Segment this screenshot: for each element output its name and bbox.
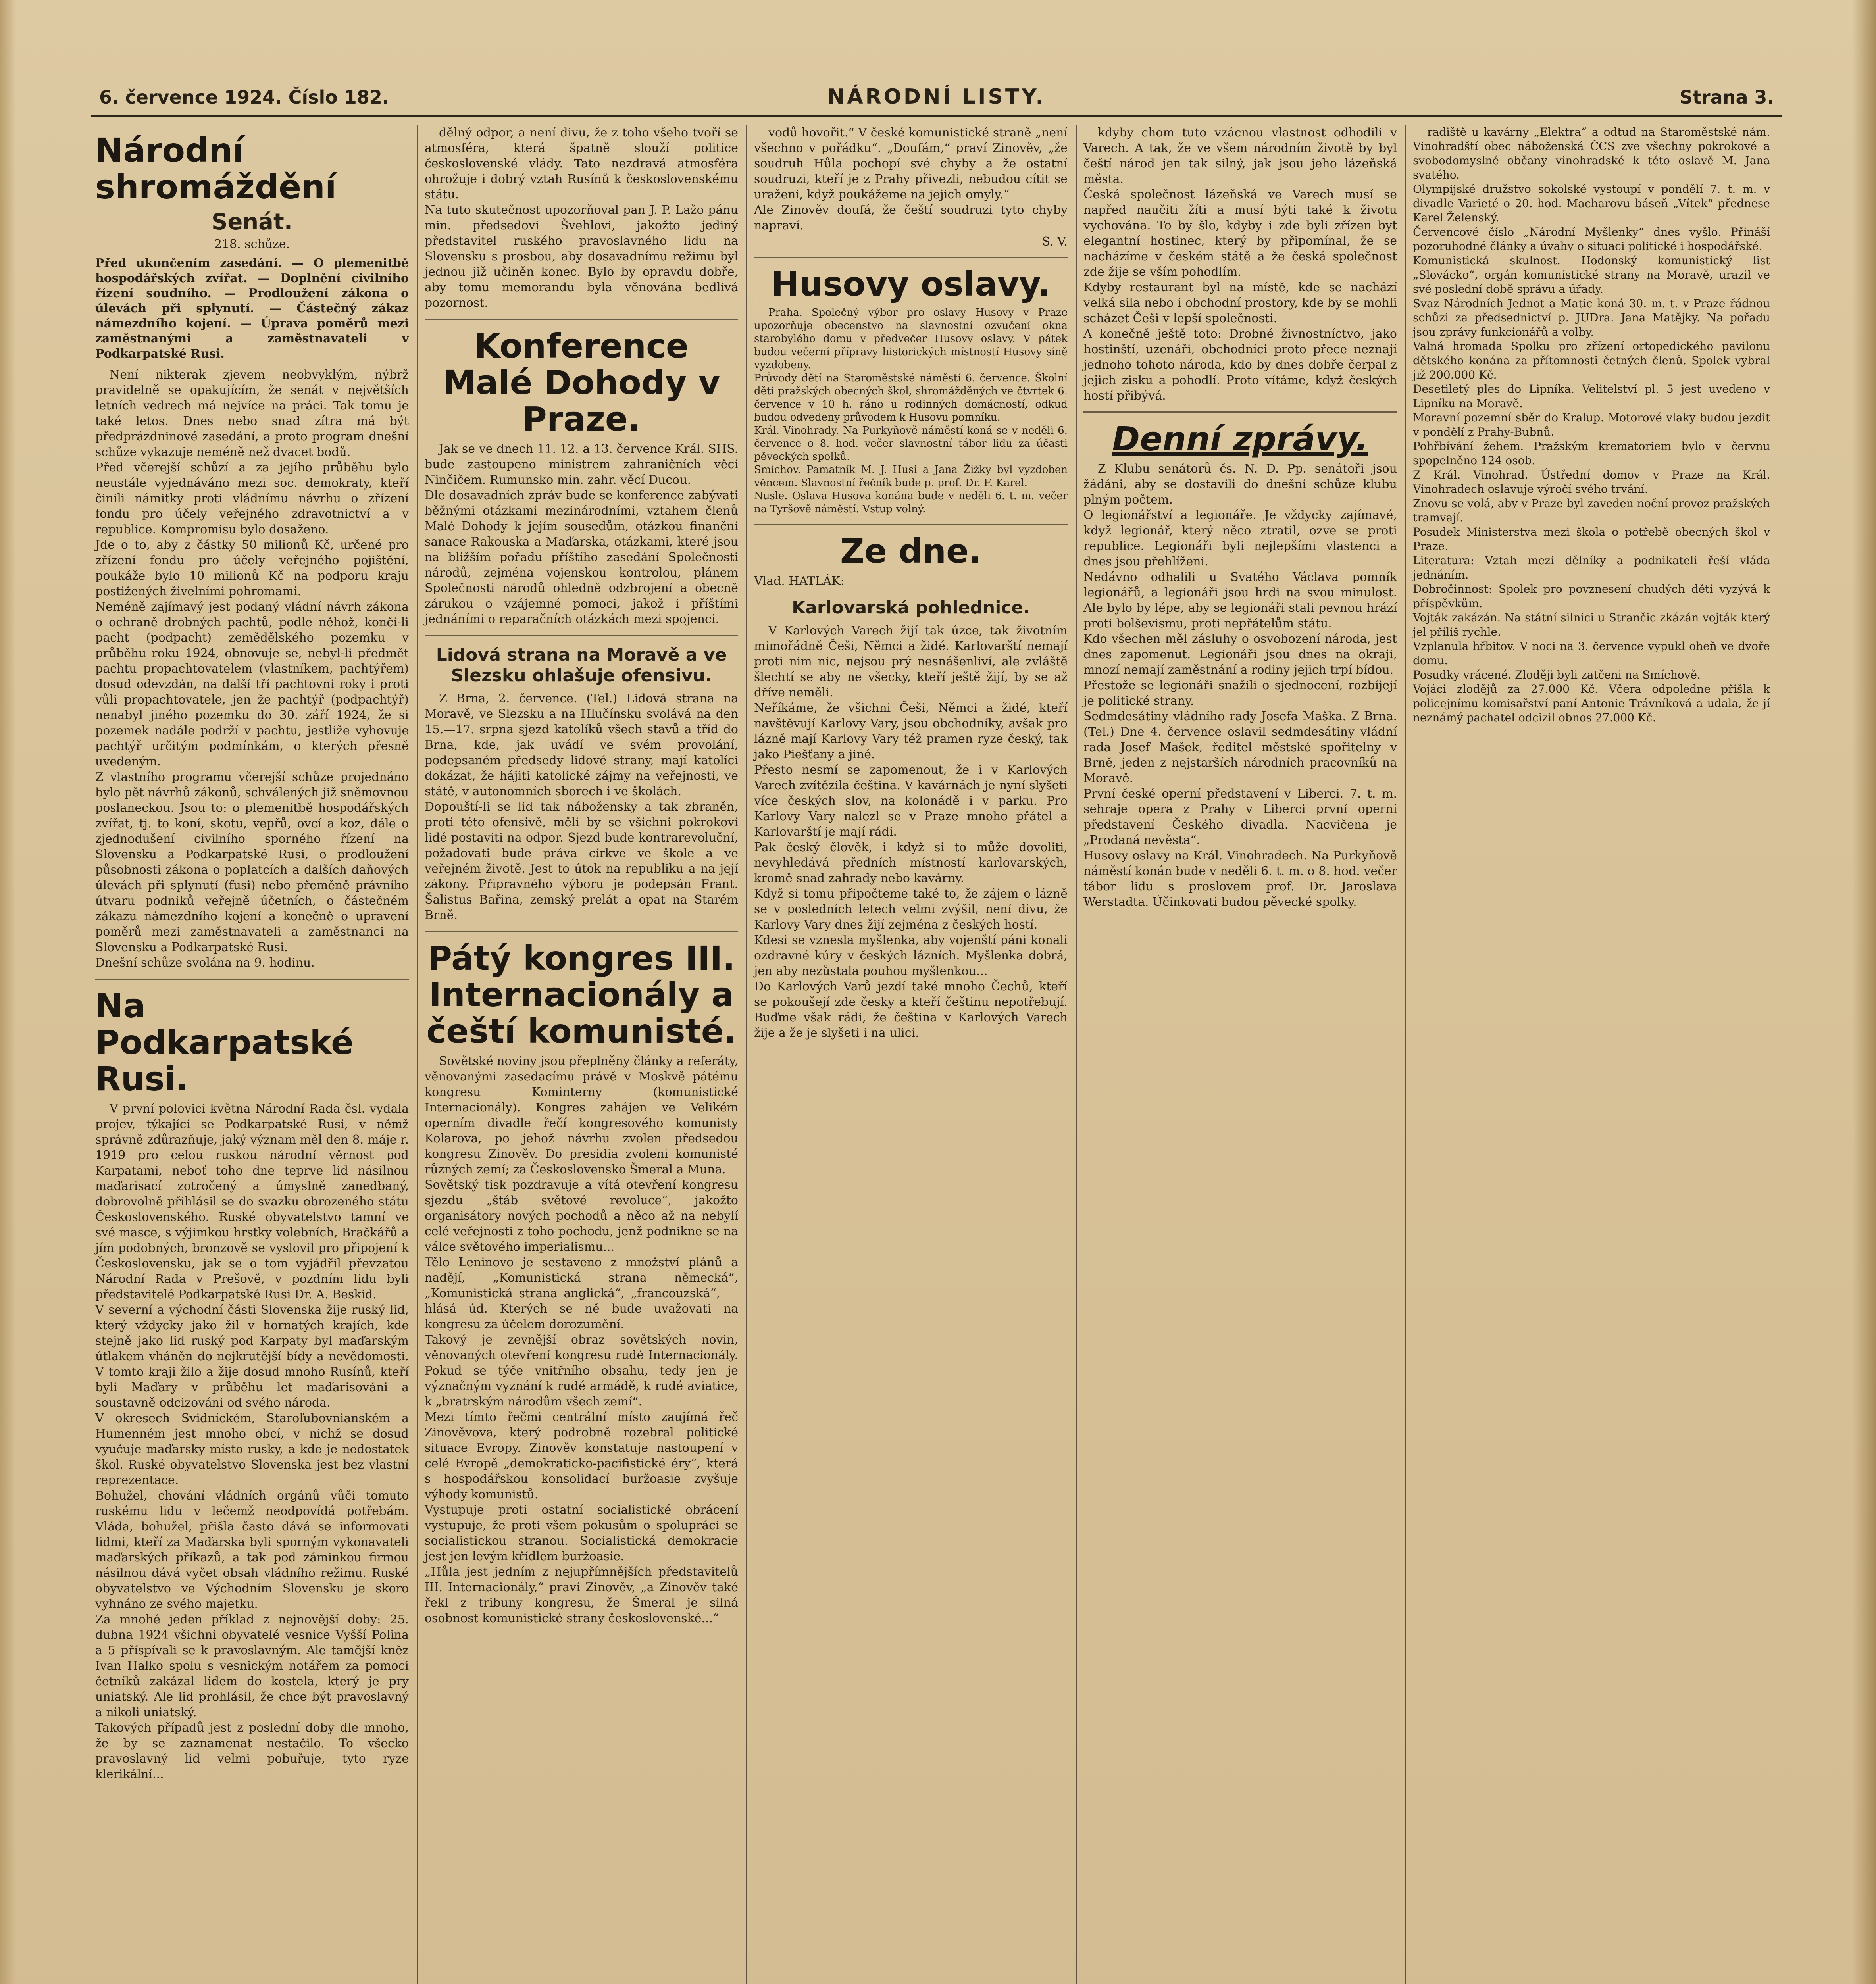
session-number: 218. schůze.	[214, 237, 290, 251]
divider	[425, 931, 738, 932]
article-body-husovy-oslavy: Praha. Společný výbor pro oslavy Husovy v Praze upozorňuje obecenstvo na slavnostní ozvučení okna starobylého domu v předvečer Husovy oslavy. V pátek budou večerní přípravy historických místností Husovy síně vyzdobeny. Průvody dětí na Staroměstské náměstí 6. července. Školní děti pražských obecných škol, shromážděných ve čtvrtek 6. července v 10 h. ráno u rodinných domácností, odkud budou odvedeny průvodem k Husovu pomníku. Král. Vinohrady. Na Purkyňově náměstí koná se v neděli 6. července o 8. hod. večer slavnostní tábor lidu za účasti pěveckých spolků. Smíchov. Pamatník M. J. Husi a Jana Žižky byl vyzdoben věncem. Slavnostní řečník bude p. prof. Dr. F. Karel. Nusle. Oslava Husova konána bude v neděli 6. t. m. večer na Tyršově náměstí. Vstup volný.	[754, 307, 1068, 515]
headline-lidova-strana: Lidová strana na Moravě a ve Slezsku ohlašuje ofensivu.	[436, 645, 727, 686]
divider	[754, 257, 1068, 258]
article-body-lidova-strana: Z Brna, 2. července. (Tel.) Lidová strana na Moravě, ve Slezsku a na Hlučínsku svolává na den 15.—17. srpna sjezd katolíků všech stavů a tříd do Brna, kde, jak uvádí ve svém provolání, podepsaném předsedy lidové strany, mají katolíci dokázat, že hájiti katolické zájmy na veřejnosti, ve státě, v autonomních sborech i ve školách. Dopouští-li se lid tak nábožensky a tak zbraněn, proti této ofensivě, měli by se všichni pokrokoví lidé postaviti na odpor. Sjezd bude kontrarevoluční, požadovati bude práva církve ve škole a ve veřejném životě. Jest to útok na republiku a na její zákony. Připravného výboru je podepsán Frant. Šalistus Bařina, zemský prelát a opat na Starém Brně.	[425, 692, 738, 922]
column-rule	[1076, 125, 1077, 1984]
article-body-senat: Není nikterak zjevem neobvyklým, nýbrž pravidelně se opakujícím, že senát v největších letních vedrech má nejvíce na práci. Tak tomu je také letos. Dnes nebo snad zítra má být předprázdninové zasedání, a proto program dnešní schůze vykazuje neméně než dvacet bodů. Před včerejší schůzí a za jejího průběhu bylo neustále vyjednáváno mezi soc. demokraty, kteří činili námitky proti vládnímu návrhu o zřízení fondu pro účely veřejného zdravotnictví a v republice. Kompromisu bylo dosaženo. Jde o to, aby z částky 50 milionů Kč, určené pro zřízení fondu pro účely veřejného pojištění, poukáže bylo 10 milionů Kč na podporu kraju postižených živelními pohromami. Neméně zajímavý jest podaný vládní návrh zákona o ochraně drobných pachtů, podle něhož, končí-li pacht (podpacht) zemědělského pozemku v průběhu roku 1924, obnovuje se, nebyl-li předmět pachtu propachtovatelem (vlastníkem, pachtýřem) dosud odevzdán, na další tří pachtovní roky i proti vůli propachtovatele, jen že pachtýř (podpachtýř) nenabyl jiného pozemku do 30. září 1924, že si pozemek nadále podrží v pachtu, jestliže vyhovuje pachtýř určitým podmínkám, o kterých přesně uvedeným. Z vlastního programu včerejší schůze projednáno bylo pět návrhů zákonů, schválených již sněmovnou poslaneckou. Jsou to: o plemenitbě hospodářských zvířat, tj. to koní, skotu, vepřů, ovcí a koz, dále o zjednodušení civilního sporného řízení na Slovensku a Podkarpatské Rusi, o prodloužení působnosti zákona o poplatcích a dalších daňových úlevách při splynutí (fusi) nebo přeměně právního útvaru podniků veřejně účetních, o částečném zákazu námezdního kojení a konečně o upravení poměrů mezi zaměstnavateli a zaměstnanci na Slovensku a Podkarpatské Rusi. Dnešní schůze svolána na 9. hodinu.	[95, 368, 409, 970]
paper-edge-right	[1852, 0, 1876, 1984]
column-1	[95, 125, 409, 1984]
headline-karlovarska-pohlednice: Karlovarská pohlednice.	[792, 598, 1030, 618]
article-body-podkarpatska-rus: V první polovici května Národní Rada čsl. vydala projev, týkající se Podkarpatské Rusi, v němž správně zdůrazňuje, jaký význam měl den 8. máje r. 1919 pro celou ruskou národní věrnost pod Karpatami, neboť toho dne teprve lid násilnou maďarisací zotročený a úmyslně zanedbaný, dobrovolně přihlásil se do svazku obrozeného státu Československého. Ruské obyvatelstvo tamní ve své masce, s výjimkou hrstky volebních, Bračkářů a jím podobných, bronzově se vyslovil pro připojení k Československu, jak se o tom vyjádřil převzatou Národní Rada v Prešově, v pozdním lidu byli představitelé Podkarpatské Rusi Dr. A. Beskid. V severní a východní části Slovenska žije ruský lid, který vždycky jako žil v hornatých krajích, kde stejně jako lid ruský pod Karpaty byl maďarským útlakem vháněn do nejkrutější bídy a nevědomosti. V tomto kraji žilo a žije dosud mnoho Rusínů, kteří byli Maďary v průběhu let maďarisováni a soustavně odcizováni od svého národa. V okresech Svidníckém, Staroľubovnianském a Humenném jest mnoho obcí, v nichž se dosud vyučuje maďarsky místo rusky, a kde je nedostatek škol. Ruské obyvatelstvo Slovenska jest bez vlastní reprezentace. Bohužel, chování vládních orgánů vůči tomuto ruskému lidu v lečemž neodpovídá potřebám. Vláda, bohužel, přišla často dává se informovati lidmi, kteří za Maďarska byli sporným vykonavateli maďarských příkazů, a tak pod záminkou firmou násilnou dává vyčet obsah vládního režimu. Ruské obyvatelstvo ve Východním Slovensku je skoro vyhnáno ze svého majetku. Za mnohé jeden příklad z nejnovější doby: 25. dubna 1924 všichni obyvatelé vesnice Vyšší Polina a 5 příspívali se k pravoslavným. Ale tamější kněz Ivan Halko spolu s vesnickým notářem za pomoci četníků zakázal lidem do kostela, který je pry uniatský. Ale lid prohlásil, že chce být pravoslavný a nikoli uniatský. Takových případů jest z poslední doby dle mnoho, že by se zaznamenat nestačilo. To všecko pravoslavný lid velmi pobuřuje, tyto ryze klerikální...	[95, 1102, 409, 1781]
headline-konference-male-dohody: Konference Malé Dohody v Praze.	[443, 327, 720, 438]
masthead	[91, 83, 1782, 111]
column-rule	[746, 125, 747, 1984]
masthead-rule	[91, 115, 1782, 117]
article-body-paty-kongres: Sovětské noviny jsou přeplněny články a referáty, věnovanými zasedacímu právě v Moskvě pátému kongresu Kominterny (komunistické Internacionály). Kongres zahájen ve Velikém operním divadle řečí kongresového komunisty Kolarova, po jehož návrhu zvolen předsedou kongresu Zinověv. Do presidia zvoleni komunisté různých zemí; za Československo Šmeral a Muna. Sovětský tisk pozdravuje a vítá otevření kongresu sjezdu „štáb světové revoluce“, jakožto organisátory nových pochodů a něco až na nebylí celé veřejnosti z toho pochodu, jenž podnikne se na válce světového imperialismu... Tělo Leninovo je sestaveno z množství plánů a nadějí, „Komunistická strana německá“, „Komunistická strana anglická“, „francouzská“, — hlásá úd. Kterých se ně bude uvažovati na kongresu za účelem dorozumění. Takový je zevnější obraz sovětských novin, věnovaných otevření kongresu rudé Internacionály. Pokud se týče vnitřního obsahu, tedy jen je význačným vyznání k rudé armádě, k rudé aviatice, k „bratrským národům všech zemí“. Mezi tímto řečmi centrální místo zaujímá řeč Zinověvova, který podrobně rozebral politické situace Evropy. Zinověv konstatuje nastoupení v celé Evropě „demokraticko-pacifistické éry“, která s hospodářskou konsolidací buržoasie zvyšuje výhody komunistů. Vystupuje proti ostatní socialistické obrácení vystupuje, že proti všem pokusům o spolupráci se socialistickou stranou. Socialistická demokracie jest jen levým křídlem buržoasie. „Hůla jest jedním z nejupřímnějších představitelů III. Internacionály,“ praví Zinověv, „a Zinověv také řekl z tribuny kongresu, že Šmeral je silná osobnost komunistické strany československé...“	[425, 1054, 738, 1625]
divider	[1083, 411, 1397, 413]
section-title-denni-zpravy: Denní zprávy.	[1112, 419, 1368, 458]
article-body-continued: kdyby chom tuto vzácnou vlastnost odhodili v Varech. A tak, že ve všem národním životě by byl čeští národ jen tak silný, jak jsou jeho lázeňská města. Česká společnost lázeňská ve Varech musí se napřed naučiti žíti a musí býti také k životu vychována. To by šlo, kdyby i zde byli zřízen byt elegantní hostinec, který by připomínal, že se nacházíme v českém státě a že česká společnost zde žije se vším pohodlím. Kdyby restaurant byl na místě, kde se nachází velká sila nebo i obchodní prostory, kde by se mohli scházet Češi v lepší společnosti. A konečně ještě toto: Drobné živnostníctvo, jako hostinští, uzenáři, obchodníci proto přece neznají jednoho tohoto národa, kdo by dnes dobře čerpal z jejich zisku a pohodlí. Proto vítáme, když českých hostí přibývá.	[1083, 126, 1397, 403]
column-5	[1413, 125, 1770, 1984]
headline-paty-kongres: Pátý kongres III. Internacionály a čeští komunisté.	[426, 939, 737, 1051]
article-body-karlovarska: V Karlových Varech žijí tak úzce, tak životním mimořádně Češi, Němci a židé. Karlovarští nemají proti nim nic, nejsou prý nesnášenliví, ale zvláště šlechtí se aby ne všecky, kteří ještě žijí, by se až dříve neměli. Neříkáme, že všichni Češi, Němci a židé, kteří navštěvují Karlovy Vary, jsou obchodníky, avšak pro lázně mají Karlovy Vary též pramen ryze český, tak jako Piešťany a jiné. Přesto nesmí se zapomenout, že i v Karlových Varech zvítězila čeština. V kavárnách je nyní slyšeti více českých slov, na kolonádě i v parku. Pro Karlovy Vary nalezl se v Praze mnoho přátel a Karlovarští je mají rádi. Pak český člověk, i když si to může dovoliti, nevyhledává předních místností karlovarských, kromě snad zahrady nebo kavárny. Když si tomu připočteme také to, že zájem o lázně se v posledních letech velmi zvýšil, není divu, že Karlovy Vary dnes žijí zejména z českých hostí. Kdesi se vznesla myšlenka, aby vojenští páni konali ozdravné kúry v českých lázních. Myšlenka dobrá, jen aby nezůstala pouhou myšlenkou... Do Karlových Varů jezdí také mnoho Čechů, kteří se pokoušejí zde česky a kteří češtinu nepotřebují. Buďme však rádi, že čeština v Karlových Varech žije a že je slyšeti i na ulici.	[754, 624, 1068, 1040]
headline-podkarpatska-rus: Na Podkarpatské Rusi.	[95, 986, 354, 1098]
article-body-konference: Jak se ve dnech 11. 12. a 13. července Král. SHS. bude zastoupeno ministrem zahraničních věcí Ninčičem. Rumunsko min. zahr. věcí Ducou. Dle dosavadních zpráv bude se konference zabývati běžnými otázkami mezinárodními, vztahem členů Malé Dohody k jejím sousedům, otázkou finanční sanace Rakouska a Maďarska, otázkami, které jsou na bližším pořadu příštího zasedání Společnosti národů, zejména vojenskou kontrolou, plánem Společnosti národů ohledně odzbrojení a obecně zárukou o vzájemné pomoci, jakož i příštími jednáními o reparačních otázkách mezi spojenci.	[425, 442, 738, 626]
news-briefs: radiště u kavárny „Elektra“ a odtud na Staroměstské nám. Vinohradští obec náboženská ČCS zve všechny pokrokové a svobodomyslné občany vinohradské k této oslavě M. Jana svatého. Olympijské družstvo sokolské vystoupí v pondělí 7. t. m. v divadle Varieté o 20. hod. Macharovu báseň „Vítek“ přednese Karel Želenský. Červencové číslo „Národní Myšlenky“ dnes vyšlo. Přináší pozoruhodné články a úvahy o situaci politické i hospodářské. Komunistická skulnost. Hodonský komunistický list „Slovácko“, orgán komunistické strany na Moravě, urazil ve své poslední době správu a úřady. Svaz Národních Jednot a Matic koná 30. m. t. v Praze řádnou schůzi za předsednictví p. JUDra. Jana Matějky. Na pořadu jsou zprávy funkcionářů a volby. Valná hromada Spolku pro zřízení ortopedického pavilonu dětského konána za přítomnosti četných členů. Spolek vybral již 200.000 Kč. Desetiletý ples do Lipníka. Velitelství pl. 5 jest uvedeno v Lipníku na Moravě. Moravní pozemní sběr do Kralup. Motorové vlaky budou jezdit v pondělí z Prahy-Bubnů. Pohřbívání žehem. Pražským krematoriem bylo v červnu spopelněno 124 osob. Z Král. Vinohrad. Ústřední domov v Praze na Král. Vinohradech oslavuje výročí svého trvání. Znovu se volá, aby v Praze byl zaveden noční provoz pražských tramvají. Posudek Ministerstva mezi škola o potřebě obecných škol v Praze. Literatura: Vztah mezi dělníky a podnikateli řeší vláda jednáním. Dobročinnost: Spolek pro povznesení chudých dětí vyzývá k příspěvkům. Vojták zakázán. Na státní silnici u Strančic zkázán vojták který jel příliš rychle. Vzplanula hřbitov. V noci na 3. července vypukl oheň ve dvoře domu. Posudky vrácené. Zloději byli zatčeni na Smíchově. Vojáci zlodějů za 27.000 Kč. Včera odpoledne přišla k policejnímu komisařství paní Antonie Trávníková a udala, že jí neznámý pachatel odcizil obnos 27.000 Kč.	[1413, 125, 1770, 724]
article-lead: Před ukončením zasedání. — O plemenitbě hospodářských zvířat. — Doplnění civilního řízení soudního. — Prodloužení zákona o úlevách při splynutí. — Částečný zákaz námezdního kojení. — Úprava poměrů mezi zaměstnanými a zaměstnavateli v Podkarpatské Rusi.	[95, 256, 409, 361]
author-byline: Vlad. HATLÁK:	[754, 574, 845, 588]
column-4	[1083, 125, 1397, 1984]
article-body-denni-zpravy: Z Klubu senátorů čs. N. D. Pp. senátoři jsou žádáni, aby se dostavili do dnešní schůze klubu plným počtem. O legionářství a legionáře. Je vždycky zajímavé, když legionář, který něco ztratil, ozve se proti republice. Legionáři byli nejlepšími vlastenci a dnes jsou přehlíženi. Nedávno odhalili u Svatého Václava pomník legionářů, a legionáři jsou hrdi na svou minulost. Ale bylo by lépe, aby se legionáři stali pevnou hrází proti bolševismu, proti nepřátelům státu. Kdo všechen měl zásluhy o osvobození národa, jest dnes zapomenut. Legionáři jsou dnes na okraji, mnozí nemají zaměstnání a rodiny jejich trpí bídou. Přestože se legionáři snažili o sjednocení, rozbíjejí je politické strany. Sedmdesátiny vládního rady Josefa Maška. Z Brna. (Tel.) Dne 4. července oslavil sedmdesátiny vládní rada Josef Mašek, ředitel městské spořitelny v Brně, jeden z nejstarších národních pracovníků na Moravě. První české operní představení v Liberci. 7. t. m. sehraje opera z Prahy v Liberci první operní představení Českého divadla. Nacvičena je „Prodaná nevěsta“. Husovy oslavy na Král. Vinohradech. Na Purkyňově náměstí konán bude v neděli 6. t. m. o 8. hod. večer tábor lidu s proslovem prof. Dr. Jaroslava Werstadta. Účinkovati budou pěvecké spolky.	[1083, 462, 1397, 909]
section-title-ze-dne: Ze dne.	[840, 532, 981, 571]
divider	[754, 524, 1068, 525]
author-signature: S. V.	[1042, 235, 1068, 249]
column-3	[754, 125, 1068, 1984]
column-2	[425, 125, 738, 1984]
article-body-continued: vodů hovořit.“ V české komunistické straně „není všechno v pořádku“. „Doufám,“ praví Zinověv, „že soudruh Hůla pochopí své chyby a že ostatní soudruzi, kteří je z Prahy přivezli, nebudou cítit se uraženi, když poukážeme na jejich omyly.“ Ale Zinověv doufá, že čeští soudruzi tyto chyby napraví.	[754, 126, 1068, 233]
divider	[425, 319, 738, 320]
newspaper-title: NÁRODNÍ LISTY.	[827, 85, 1046, 109]
column-rule	[1405, 125, 1406, 1984]
page-number: Strana 3.	[1679, 87, 1774, 108]
divider	[95, 979, 409, 980]
paper-edge-left	[0, 0, 16, 1984]
headline-husovy-oslavy: Husovy oslavy.	[771, 265, 1051, 304]
column-rule	[417, 125, 418, 1984]
subheadline-senat: Senát.	[211, 209, 292, 235]
article-body-continued: dělný odpor, a není divu, že z toho všeho tvoří se atmosféra, která špatně slouží politice československé vlády. Tato nezdravá atmosféra ohrožuje i dobrý vztah Rusínů k československému státu. Na tuto skutečnost upozorňoval pan J. P. Lažo pánu min. předsedovi Švehlovi, jakožto jediný představitel ruského pravoslavného lidu na Slovensku s prosbou, aby dosavadnímu režimu byl jednou již učiněn konec. Bylo by opravdu dobře, aby tomu memorandu byla věnována bedlivá pozornost.	[425, 126, 738, 310]
issue-date: 6. července 1924. Číslo 182.	[99, 87, 389, 108]
headline-narodni-shromazdeni: Národní shromáždění	[95, 131, 337, 206]
divider	[425, 635, 738, 636]
